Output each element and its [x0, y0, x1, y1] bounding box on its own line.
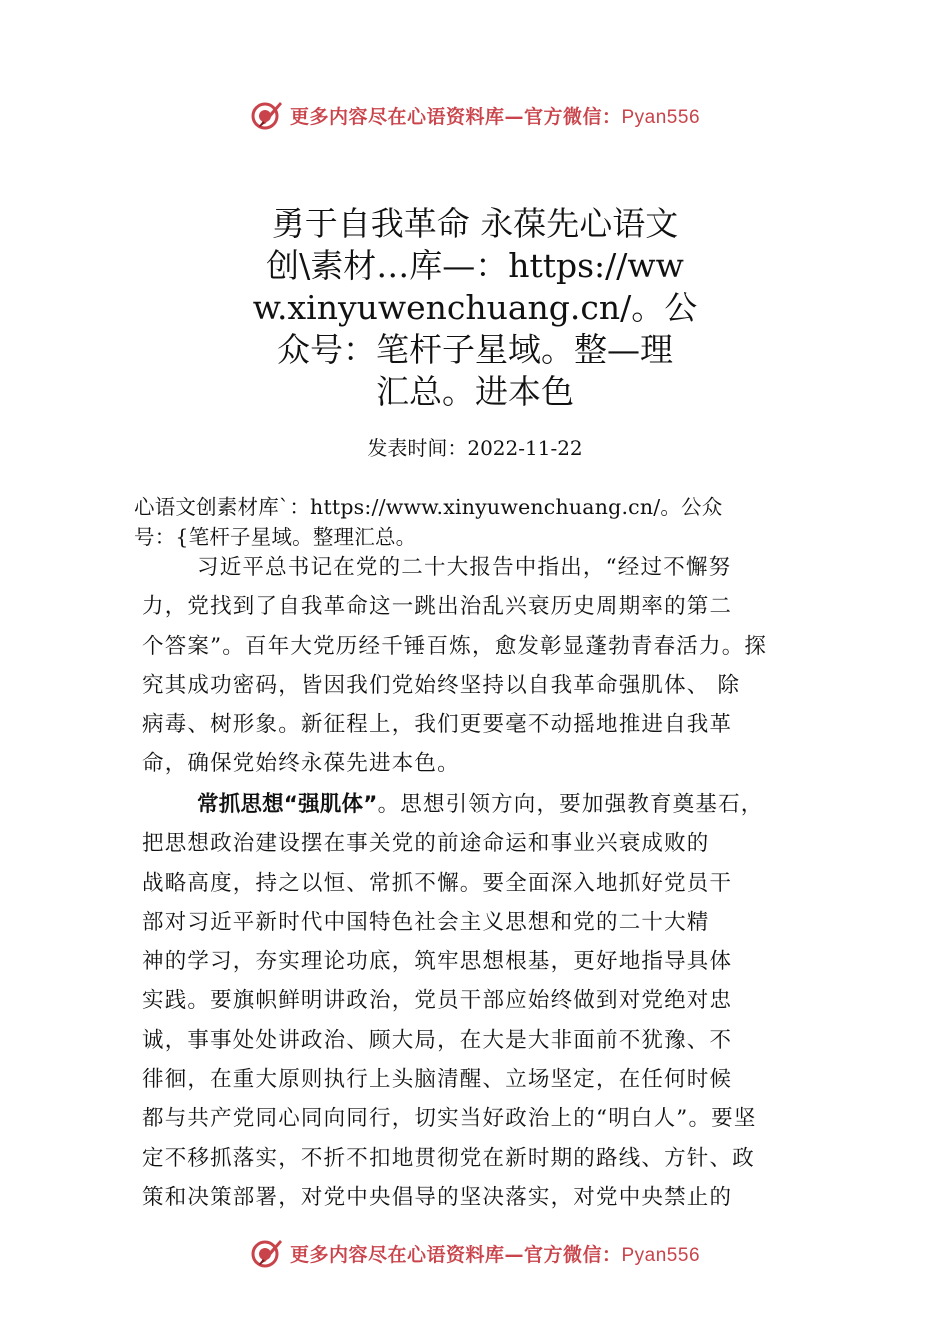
paragraph-line: 习近平总书记在党的二十大报告中指出，“经过不懈努 — [197, 555, 732, 580]
title-line: 汇总。进本色 — [376, 372, 574, 411]
paragraph-line: 徘徊，在重大原则执行上头脑清醒、立场坚定，在任何时候 — [142, 1067, 733, 1093]
source-line: 号：{笔杆子星域。整理汇总。 — [134, 525, 417, 549]
paragraph-line: 病毒、树形象。新征程上，我们更要毫不动摇地推进自我革 — [142, 712, 733, 738]
section-heading: 常抓思想“强肌体” — [197, 792, 378, 817]
source-note — [134, 492, 824, 552]
paragraph-line: 神的学习，夯实理论功底，筑牢思想根基，更好地指导具体 — [142, 949, 733, 975]
title-line: 众号：笔杆子星域。整—理 — [277, 330, 673, 369]
paragraph-line: 策和决策部署，对党中央倡导的坚决落实，对党中央禁止的 — [142, 1184, 733, 1210]
wechat-id: Pyan556 — [621, 106, 701, 128]
banner-text: 更多内容尽在心语资料库—官方微信：Pyan556 — [289, 105, 701, 128]
paragraph-line: 把思想政治建设摆在事关党的前途命运和事业兴衰成败的 — [142, 831, 710, 857]
paragraph-line: 究其成功密码，皆因我们党始终坚持以自我革命强肌体、 除 — [142, 672, 741, 698]
title-line: 勇于自我革命 永葆先心语文 — [271, 204, 679, 243]
quill-seal-icon — [250, 1236, 284, 1270]
header-banner — [0, 95, 950, 135]
footer-banner — [0, 1233, 950, 1273]
source-line: 心语文创素材库`：https://www.xinyuwenchuang.cn/。公众 — [134, 495, 723, 519]
paragraph-line: 部对习近平新时代中国特色社会主义思想和党的二十大精 — [142, 909, 710, 935]
paragraph-line: 命，确保党始终永葆先进本色。 — [142, 751, 460, 777]
quill-seal-icon — [250, 98, 284, 132]
paragraph-line: 个答案”。百年大党历经千锤百炼，愈发彰显蓬勃青春活力。探 — [142, 633, 768, 659]
title-line: 创\素材…库—：https://ww — [266, 246, 684, 285]
paragraph-line: 战略高度，持之以恒、常抓不懈。要全面深入地抓好党员干 — [142, 870, 733, 896]
wechat-id: Pyan556 — [621, 1244, 701, 1266]
paragraph-line: 实践。要旗帜鲜明讲政治，党员干部应始终做到对党绝对忠 — [142, 988, 733, 1014]
paragraph-intro — [142, 548, 832, 784]
paragraph-line: 都与共产党同心同向同行，切实当好政治上的“明白人”。要坚 — [142, 1106, 757, 1132]
paragraph-line: 诚，事事处处讲政治、顾大局，在大是大非面前不犹豫、不 — [142, 1027, 733, 1053]
paragraph-line: 定不移抓落实，不折不扣地贯彻党在新时期的路线、方针、政 — [142, 1145, 755, 1171]
paragraph-thought — [142, 785, 832, 1217]
banner-text: 更多内容尽在心语资料库—官方微信：Pyan556 — [289, 1243, 701, 1266]
publish-time: 发表时间：2022-11-22 — [367, 436, 583, 460]
paragraph-text: 。思想引领方向，要加强教育奠基石， — [377, 792, 764, 817]
article-title — [215, 203, 735, 413]
title-line: w.xinyuwenchuang.cn/。公 — [252, 288, 698, 327]
paragraph-line — [142, 785, 832, 824]
paragraph-line: 力，党找到了自我革命这一跳出治乱兴衰历史周期率的第二 — [142, 594, 733, 620]
